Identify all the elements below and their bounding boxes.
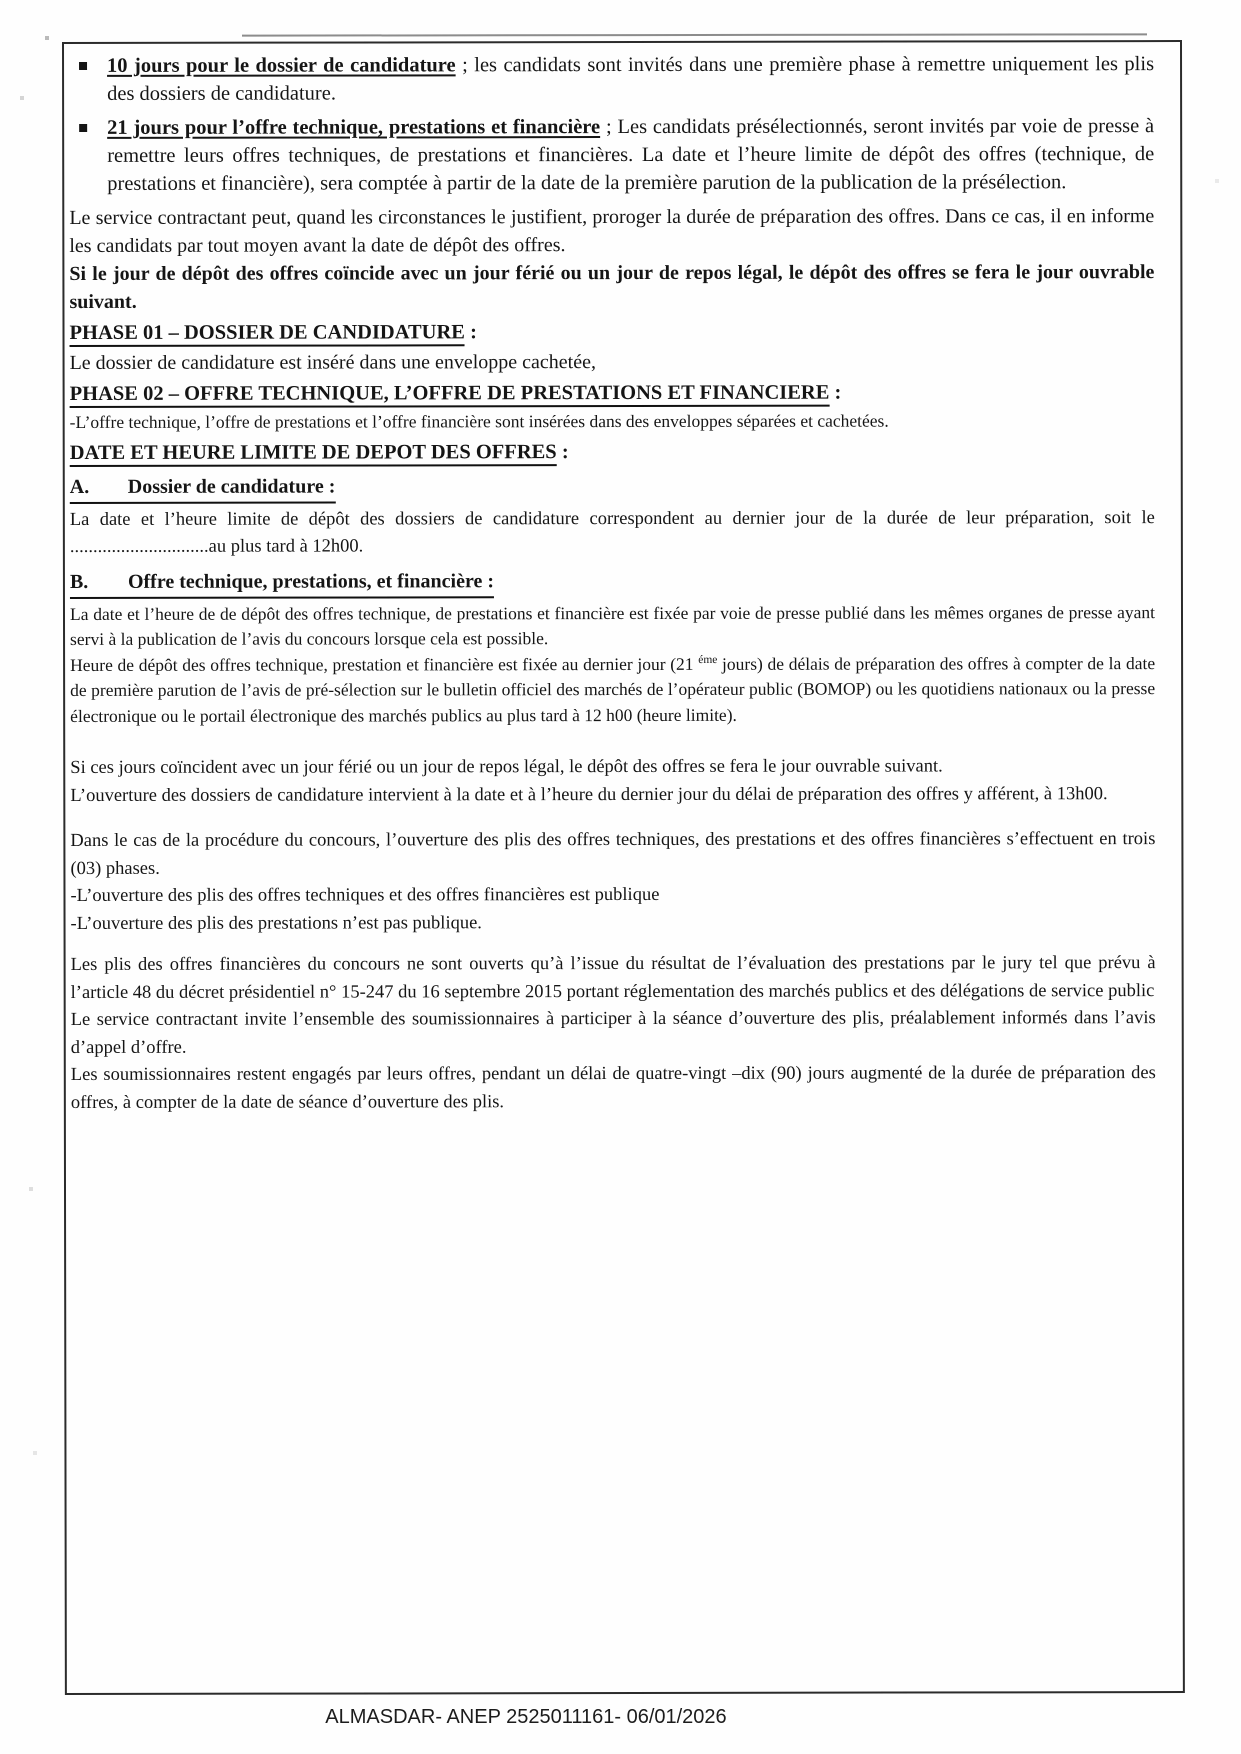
heading-phase-02	[70, 378, 1155, 408]
paragraph-jour-ferie-bold: Si le jour de dépôt des offres coïncide avec un jour férié ou un jour de repos légal, le dépôt des offres se fera le jour ouvrable suivant.	[69, 261, 1155, 313]
paragraph-jour-ferie-2: Si ces jours coïncident avec un jour férié ou un jour de repos légal, le dépôt des offres se fera le jour ouvrable suivant.	[70, 756, 943, 778]
heading-colon: :	[829, 381, 842, 404]
square-bullet-icon	[79, 124, 87, 132]
subheading-a-dossier	[70, 472, 1155, 504]
subheading-title: Dossier de candidature :	[127, 475, 336, 498]
paragraph-ouverture-publique: -L’ouverture des plis des offres techniques et des offres financières est publique	[70, 884, 660, 906]
paragraph-section-b-text2	[70, 651, 1155, 729]
paragraph-ouverture-non-publique: -L’ouverture des plis des prestations n’est pas publique.	[70, 912, 482, 934]
bullet-item-10-jours	[69, 50, 1154, 108]
subheading-underlined	[70, 568, 494, 599]
heading-date-heure-limite	[70, 437, 1155, 467]
scan-speckles	[0, 0, 2, 2]
paragraph-prorogation: Le service contractant peut, quand les circonstances le justifient, proroger la durée de préparation des offres. Dans ce cas, il en informe les candidats par tout moyen avant la date de dépôt des offres.	[69, 205, 1155, 257]
paragraph-phase2-text: -L’offre technique, l’offre de prestations et l’offre financière sont insérées dans des enveloppes séparées et cachetées.	[69, 410, 889, 432]
heading-underlined-text: DATE ET HEURE LIMITE DE DEPOT DES OFFRES	[70, 441, 557, 467]
paragraph-section-b-text1: La date et l’heure de de dépôt des offres technique, de prestations et financière est fixée par voie de presse publié dans les mêmes organes de presse ayant servi à la publication de l’avis du concours lorsque cela est possible.	[69, 601, 1156, 649]
blank-gap	[70, 727, 1155, 755]
scan-ghost-line	[242, 33, 1147, 36]
bullet-lead-underlined: 21 jours pour l’offre technique, prestations et financière	[107, 116, 601, 139]
bullet-text	[107, 50, 1154, 108]
paragraph-procedure-concours: Dans le cas de la procédure du concours, l’ouverture des plis des offres techniques, des prestations et des offres financières s’effectuent en trois (03) phases.	[70, 829, 1156, 879]
text-after-sup: jours) de délais de préparation des offres à compter de la date de première parution de l’avis de pré-sélection sur le bulletin officiel des marchés de l’opérateur public (BOMOP) ou les quotidiens nationaux ou la presse électronique ou le portail électronique des marchés publics au plus tard à 12 h00 (heure limite).	[70, 652, 1156, 726]
subheading-b-offre	[70, 567, 1155, 599]
bullet-lead-underlined: 10 jours pour le dossier de candidature	[107, 54, 456, 77]
paragraph-invitation-seance: Le service contractant invite l’ensemble des soumissionnaires à participer à la séance d’ouverture des plis, préalablement informés dans l’avis d’appel d’offre.	[70, 1008, 1156, 1058]
blank-gap	[70, 808, 1155, 828]
heading-phase-01	[69, 317, 1154, 347]
bullet-body: ; Les candidats présélectionnés, seront invités par voie de presse à remettre leurs offres techniques, de prestations et financières. La date et l’heure limite de dépôt des offres (technique, de prestations et financière), sera comptée à partir de la date de la première parution de la publication de la présélection.	[107, 115, 1155, 195]
document-border-frame	[62, 40, 1185, 1695]
bullet-item-21-jours	[69, 112, 1154, 198]
bullet-text	[107, 112, 1154, 198]
text-before-sup: Heure de dépôt des offres technique, prestation et financière est fixée au dernier jour (21	[70, 653, 699, 675]
square-bullet-icon	[79, 62, 87, 70]
footer-reference-text: ALMASDAR- ANEP 2525011161- 06/01/2026	[325, 1706, 727, 1728]
paragraph-section-a-text: La date et l’heure limite de dépôt des dossiers de candidature correspondent au dernier jour de la durée de leur préparation, soit le ..............................au plus tard à 12h00.	[69, 507, 1155, 557]
paragraph-phase1-text: Le dossier de candidature est inséré dans une enveloppe cachetée,	[69, 351, 597, 374]
paragraph-ouverture-candidature: L’ouverture des dossiers de candidature intervient à la date et à l’heure du dernier jour du délai de préparation des offres y afférent, à 13h00.	[70, 783, 1108, 806]
subheading-underlined	[70, 473, 336, 503]
superscript-eme: éme	[698, 653, 718, 666]
subheading-letter: B.	[69, 570, 89, 593]
subheading-letter: A.	[69, 475, 90, 498]
heading-underlined-text: PHASE 02 – OFFRE TECHNIQUE, L’OFFRE DE PRESTATIONS ET FINANCIERE	[70, 382, 830, 408]
heading-underlined-text: PHASE 01 – DOSSIER DE CANDIDATURE	[69, 321, 464, 347]
heading-colon: :	[464, 321, 477, 344]
subheading-title: Offre technique, prestations, et financière :	[127, 569, 495, 593]
bullet-body: ; les candidats sont invités dans une première phase à remettre uniquement les plis des dossiers de candidature.	[107, 53, 1155, 105]
heading-colon: :	[556, 440, 569, 463]
paragraph-engagement-offres: Les soumissionnaires restent engagés par leurs offres, pendant un délai de quatre-vingt –dix (90) jours augmenté de la durée de préparation des offres, à compter de la date de séance d’ouverture des plis.	[70, 1063, 1156, 1113]
paragraph-jury-evaluation: Les plis des offres financières du concours ne sont ouverts qu’à l’issue du résultat de l’évaluation des prestations par le jury tel que prévu à l’article 48 du décret présidentiel n° 15-247 du 16 septembre 2015 portant réglementation des marchés publics et des délégations de service public	[70, 953, 1156, 1003]
